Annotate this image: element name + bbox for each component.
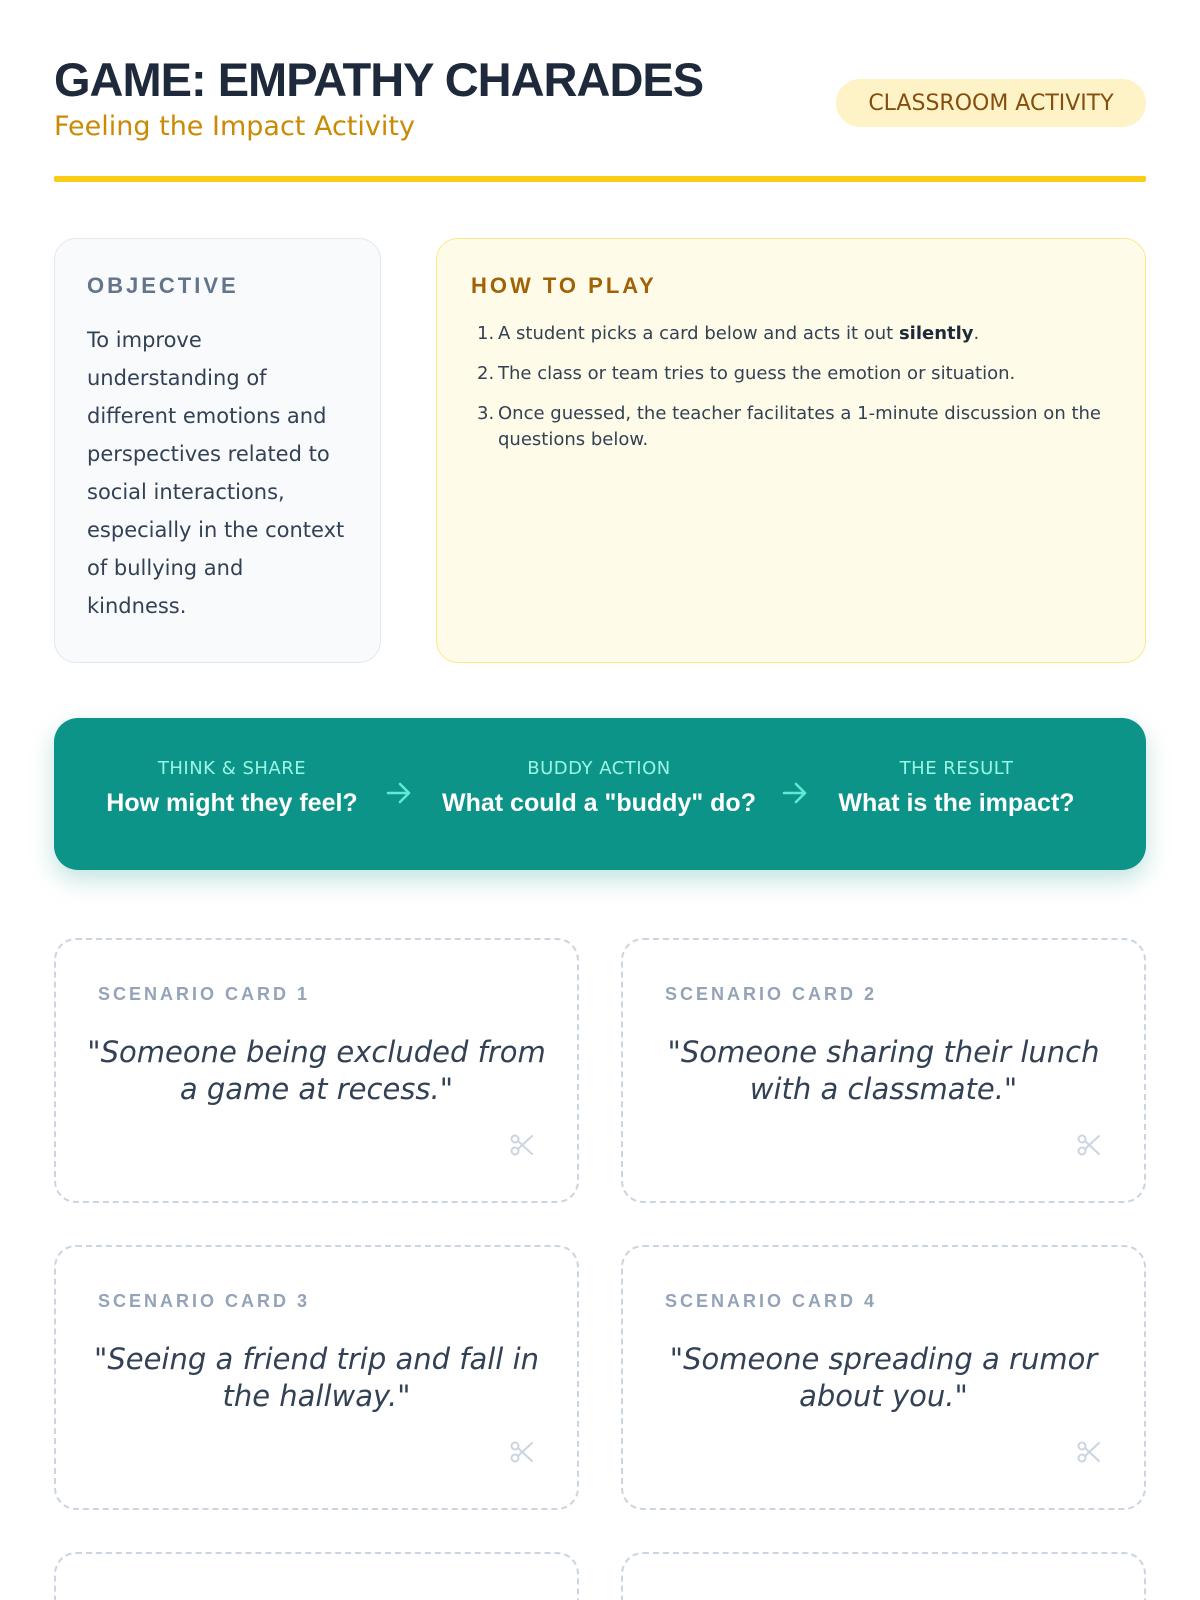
flow-step-label: THINK & SHARE xyxy=(157,758,307,779)
scenario-card-1[interactable] xyxy=(54,938,579,1203)
scenario-card-3[interactable] xyxy=(54,1245,579,1510)
scenario-card-partial[interactable] xyxy=(54,1552,579,1600)
step-text: A student picks a card below and acts it out xyxy=(498,323,899,344)
arrow-right-icon xyxy=(384,778,414,808)
card-label: SCENARIO CARD 4 xyxy=(665,1291,878,1311)
step-text-end: . xyxy=(973,323,980,344)
step-text: The class or team tries to guess the emotion or situation. xyxy=(498,363,1016,384)
objective-heading: OBJECTIVE xyxy=(87,273,239,298)
activity-page xyxy=(54,0,1146,1600)
how-to-play-heading: HOW TO PLAY xyxy=(471,273,657,298)
page-header xyxy=(54,52,1146,182)
flow-step-buddy-action xyxy=(435,758,763,818)
card-scenario-text: "Someone being excluded from a game at recess." xyxy=(87,1035,546,1106)
flow-step-label: BUDDY ACTION xyxy=(527,758,671,779)
card-scenario-text: "Someone sharing their lunch with a classmate." xyxy=(667,1035,1100,1106)
flow-step-question: How might they feel? xyxy=(106,789,358,817)
how-to-play-box xyxy=(436,238,1146,663)
arrow-right-icon xyxy=(780,778,810,808)
scenario-card-2[interactable] xyxy=(621,938,1146,1203)
step-item xyxy=(471,321,1111,347)
discussion-flow-banner xyxy=(54,718,1146,870)
card-label: SCENARIO CARD 3 xyxy=(98,1291,311,1311)
page-title: GAME: EMPATHY CHARADES xyxy=(54,53,704,106)
activity-badge: CLASSROOM ACTIVITY xyxy=(836,79,1146,127)
scissors-icon xyxy=(509,1439,535,1465)
flow-step-result xyxy=(829,758,1084,818)
flow-step-label: THE RESULT xyxy=(899,758,1014,779)
how-to-play-steps xyxy=(471,321,1111,453)
step-text: Once guessed, the teacher facilitates a 1-minute discussion on the questions below. xyxy=(498,403,1101,450)
step-number: 2. xyxy=(477,363,495,384)
card-label: SCENARIO CARD 2 xyxy=(665,984,878,1004)
scissors-icon xyxy=(1076,1439,1102,1465)
card-label: SCENARIO CARD 1 xyxy=(98,984,311,1004)
flow-step-question: What could a "buddy" do? xyxy=(442,789,756,817)
card-scenario-text: "Seeing a friend trip and fall in the hallway." xyxy=(93,1342,540,1413)
objective-box xyxy=(54,238,381,663)
scenario-card-partial[interactable] xyxy=(621,1552,1146,1600)
objective-text: To improve understanding of different emotions and perspectives related to social interactions, especially in the context of bullying and kindness. xyxy=(87,328,345,618)
step-item xyxy=(471,401,1111,453)
step-number: 1. xyxy=(477,323,495,344)
card-scenario-text: "Someone spreading a rumor about you." xyxy=(669,1342,1098,1413)
page-subtitle: Feeling the Impact Activity xyxy=(54,111,415,142)
flow-step-think-share xyxy=(100,758,364,818)
header-divider xyxy=(54,176,1146,182)
step-emphasis: silently xyxy=(898,323,974,344)
scissors-icon xyxy=(1076,1132,1102,1158)
scenario-card-4[interactable] xyxy=(621,1245,1146,1510)
step-number: 3. xyxy=(477,403,495,424)
step-item xyxy=(471,361,1111,387)
flow-step-question: What is the impact? xyxy=(838,789,1075,817)
scissors-icon xyxy=(509,1132,535,1158)
